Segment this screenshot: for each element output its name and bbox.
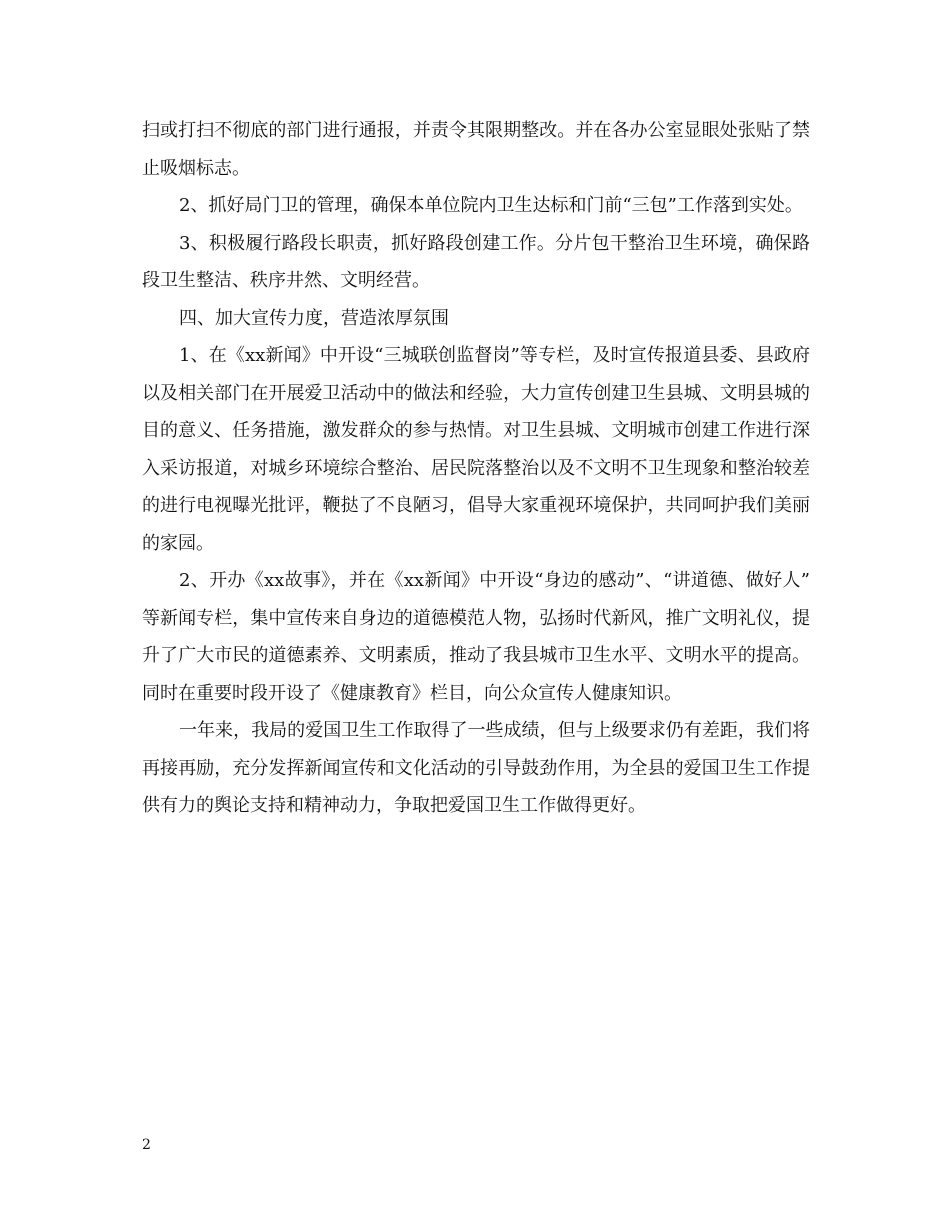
section-heading-publicity: 四、加大宣传力度，营造浓厚氛围 [179,307,449,329]
paragraph-road-section: 3、积极履行路段长职责，抓好路段创建工作。分片包干整治卫生环境，确保路段卫生整洁、秩序井然、文明经营。 [142,232,810,291]
paragraph-news-column: 1、在《xx新闻》中开设“三城联创监督岗”等专栏，及时宣传报道县委、县政府以及相关部门在开展爱卫活动中的做法和经验，大力宣传创建卫生县城、文明县城的目的意义、任务措施，激发群众的参与热情。对卫生县城、文明城市创建工作进行深入采访报道，对城乡环境综合整治、居民院落整治以及不文明不卫生现象和整治较差的进行电视曝光批评，鞭挞了不良陋习，倡导大家重视环境保护，共同呵护我们美丽的家园。 [142,345,810,554]
page-number: 2 [142,1137,151,1153]
document-body [142,112,810,825]
paragraph-gate-management: 2、抓好局门卫的管理，确保本单位院内卫生达标和门前“三包”工作落到实处。 [179,195,803,216]
paragraph-continuation: 扫或打扫不彻底的部门进行通报，并责令其限期整改。并在各办公室显眼处张贴了禁止吸烟标志。 [142,120,810,179]
paragraph-stories-program: 2、开办《xx故事》，并在《xx新闻》中开设“身边的感动”、“讲道德、做好人” 等新闻专栏，集中宣传来自身边的道德模范人物，弘扬时代新风，推广文明礼仪，提升了广大市民的道德素养、文明素质，推动了我县城市卫生水平、文明水平的提高。同时在重要时段开设了《健康教育》栏目，向公众宣传人健康知识。 [142,570,810,704]
paragraph-conclusion: 一年来，我局的爱国卫生工作取得了一些成绩，但与上级要求仍有差距，我们将再接再励，充分发挥新闻宣传和文化活动的引导鼓劲作用，为全县的爱国卫生工作提供有力的舆论支持和精神动力，争取把爱国卫生工作做得更好。 [142,720,810,816]
